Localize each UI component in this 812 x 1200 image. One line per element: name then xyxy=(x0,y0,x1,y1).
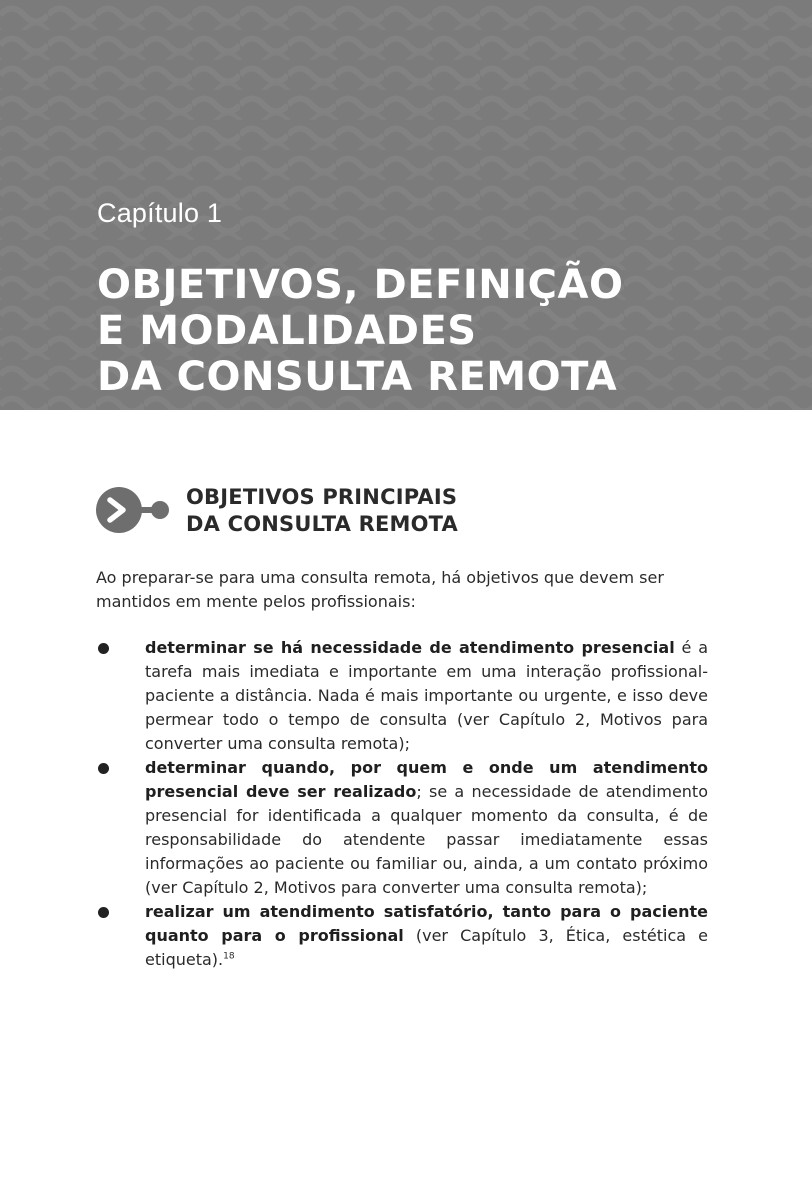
chapter-title-line: E MODALIDADES xyxy=(97,308,477,354)
list-item xyxy=(96,756,708,900)
list-item-bold: realizar um atendimento satisfatório, tanto para o paciente quanto para o profissional xyxy=(145,902,708,945)
list-item-text: ; se a necessidade de atendimento presencial for identificada a qualquer momento da consulta, é de responsabilidade do atendente passar imediatamente essas informações ao paciente ou familiar ou, ainda, a um contato próximo (ver Capítulo 2, Motivos para converter uma consulta remota); xyxy=(145,782,708,897)
list-item-bold: determinar se há necessidade de atendimento presencial xyxy=(145,638,675,657)
chapter-title-line: DA CONSULTA REMOTA xyxy=(97,354,618,400)
section-title-line: DA CONSULTA REMOTA xyxy=(186,512,458,536)
bullet-dot-icon xyxy=(98,907,109,918)
intro-paragraph: Ao preparar-se para uma consulta remota, há objetivos que devem ser mantidos em mente pelos profissionais: xyxy=(96,568,664,611)
list-item-text: (ver Capítulo 3, Ética, estética e etiqueta). xyxy=(145,926,708,969)
list-item xyxy=(96,636,708,756)
section-title-line: OBJETIVOS PRINCIPAIS xyxy=(186,485,458,509)
list-item-text: é a tarefa mais imediata e importante em uma interação profissional-paciente a distância. Nada é mais importante ou urgente, e isso deve permear todo o tempo de consulta (ver Capítulo 2, Motivos para converter uma consulta remota); xyxy=(145,638,708,753)
chapter-title xyxy=(97,262,623,400)
chapter-title-line: OBJETIVOS, DEFINIÇÃO xyxy=(97,262,624,308)
reference-superscript: 18 xyxy=(223,951,235,962)
chevron-right-in-circle-icon xyxy=(96,487,170,533)
objectives-list xyxy=(96,636,708,972)
bullet-dot-icon xyxy=(98,763,109,774)
section-title xyxy=(186,484,458,538)
bullet-dot-icon xyxy=(98,643,109,654)
chapter-label: Capítulo 1 xyxy=(97,198,223,228)
list-item xyxy=(96,900,708,972)
list-item-bold: determinar quando, por quem e onde um atendimento presencial deve ser realizado xyxy=(145,758,708,801)
chapter-banner xyxy=(0,0,812,410)
